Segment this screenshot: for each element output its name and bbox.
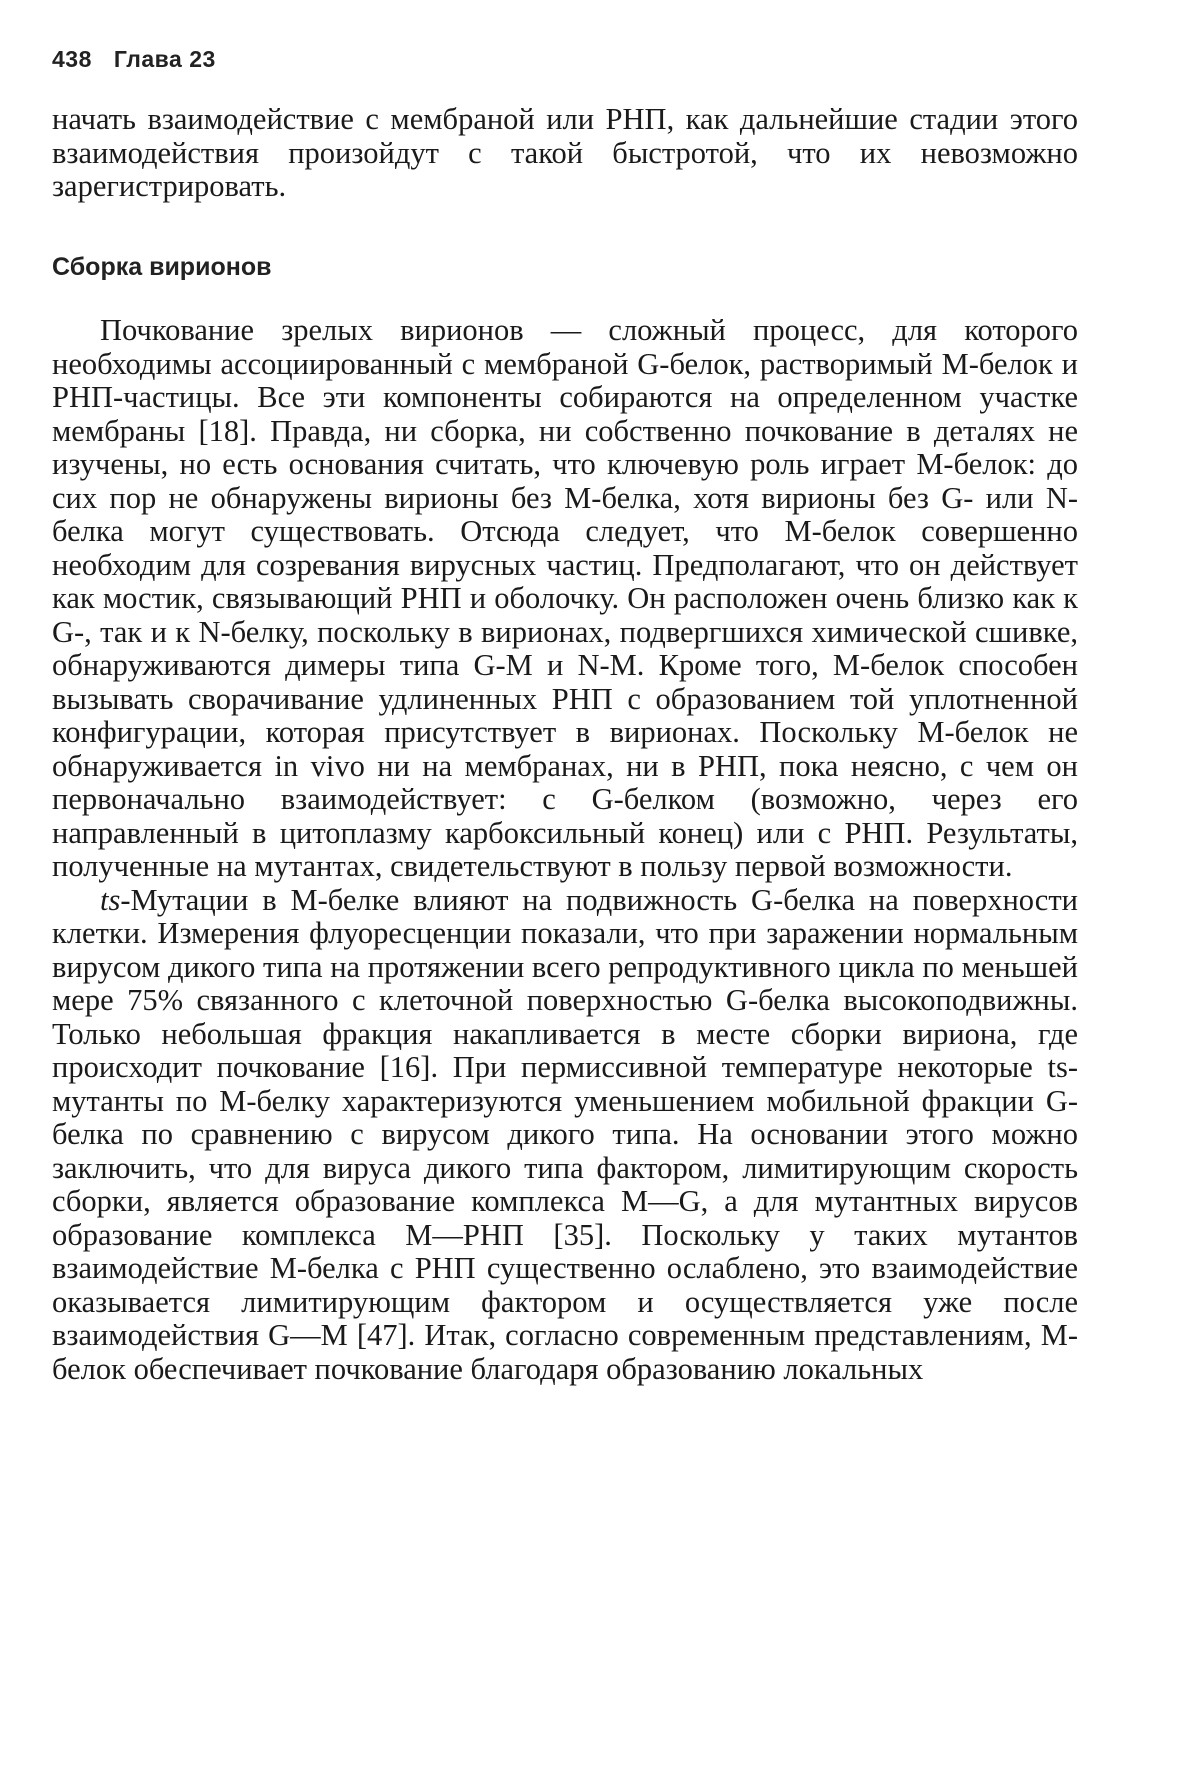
body-paragraph-2 [52,884,1078,1387]
intro-text [52,103,1078,204]
body-paragraph-1: Почкование зрелых вирионов — сложный процесс, для которого необходимы ассоциированный с мембраной G-белок, растворимый М-белок и РНП-частицы. Все эти компоненты собираются на определенном участке мембраны [18]. Правда, ни сборка, ни собственно почкование в деталях не изучены, но есть основания считать, что ключевую роль играет М-белок: до сих пор не обнаружены вирионы без М-белка, хотя вирионы без G- или N-белка могут существовать. Отсюда следует, что М-белок совершенно необходим для созревания вирусных частиц. Предполагают, что он действует как мостик, связывающий РНП и оболочку. Он расположен очень близко как к G-, так и к N-белку, поскольку в вирионах, подвергшихся химической сшивке, обнаруживаются димеры типа G-М и N-М. Кроме того, М-белок способен вызывать сворачивание удлиненных РНП с образованием той уплотненной конфигурации, которая присутствует в вирионах. Поскольку М-белок не обнаруживается in vivo ни на мембранах, ни в РНП, пока неясно, с чем он первоначально взаимодействует: с G-белком (возможно, через его направленный в цитоплазму карбоксильный конец) или с РНП. Результаты, полученные на мутантах, свидетельствуют в пользу первой возможности. [52,313,1078,883]
section-heading: Сборка вирионов [52,253,272,281]
body-paragraph-2-text: -Мутации в М-белке влияют на подвижность G-белка на поверхности клетки. Измерения флуоресценции показали, что при заражении нормальным вирусом дикого типа на протяжении всего репродуктивного цикла по меньшей мере 75% связанного с клеточной поверхностью G-белка высокоподвижны. Только небольшая фракция накапливается в месте сборки вириона, где происходит почкование [16]. При пермиссивной температуре некоторые ts-мутанты по М-белку характеризуются уменьшением мобильной фракции G-белка по сравнению с вирусом дикого типа. На основании этого можно заключить, что для вируса дикого типа фактором, лимитирующим скорость сборки, является образование комплекса М—G, а для мутантных вирусов образование комплекса М—РНП [35]. Поскольку у таких мутантов взаимодействие М-белка с РНП существенно ослаблено, это взаимодействие оказывается лимитирующим фактором и осуществляется уже после взаимодействия G—М [47]. Итак, согласно современным представлениям, М-белок обеспечивает почкование благодаря образованию локальных [52,882,1078,1386]
section-body [52,314,1078,1386]
page-number: 438 [52,46,92,72]
book-page [52,0,1078,1788]
chapter-label: Глава 23 [113,46,216,72]
intro-paragraph: начать взаимодействие с мембраной или РНП, как дальнейшие стадии этого взаимодействия произойдут с такой быстротой, что их невозможно зарегистрировать. [52,102,1078,203]
running-head [52,46,216,73]
ts-prefix: ts [100,882,121,917]
